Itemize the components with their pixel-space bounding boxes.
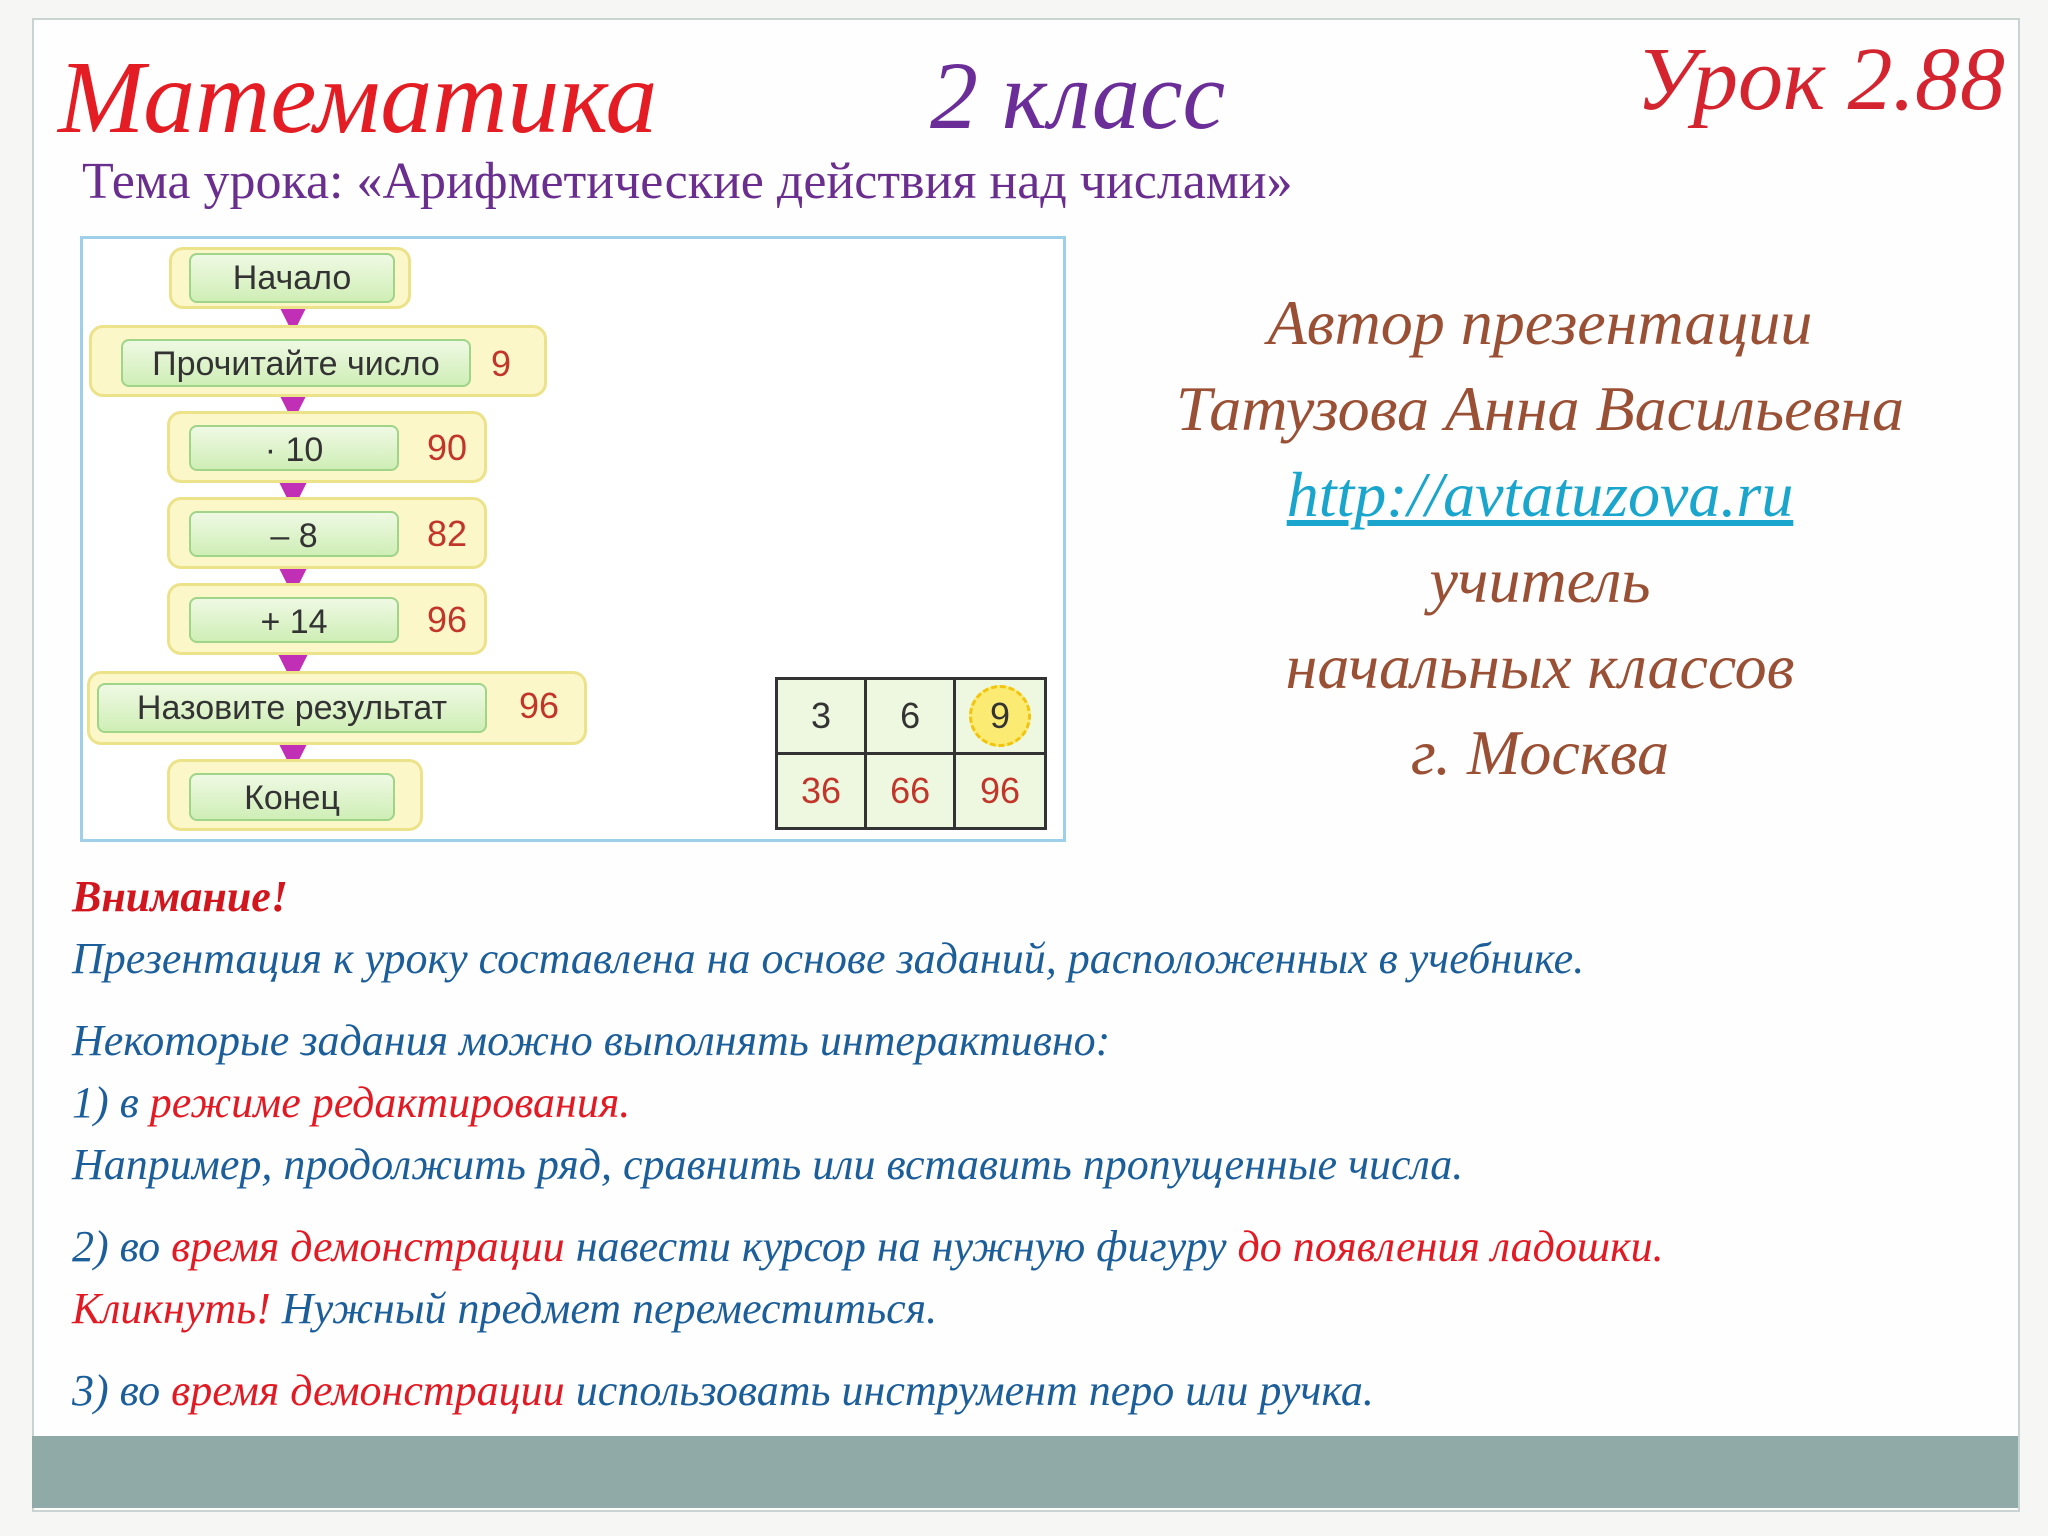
flow-result-button[interactable]: Назовите результат xyxy=(97,683,487,733)
number-table xyxy=(775,677,1047,830)
lesson-topic: Тема урока: «Арифметические действия над числами» xyxy=(82,153,1293,210)
warning-heading: Внимание! xyxy=(72,872,288,921)
flow-step1-button[interactable]: · 10 xyxy=(189,425,399,471)
flow-result-value: 96 xyxy=(519,685,560,726)
footer-bar xyxy=(32,1436,2018,1508)
author-heading: Автор презентации xyxy=(1267,287,1813,358)
grade-title: 2 класс xyxy=(930,42,1226,149)
subject-title: Математика xyxy=(58,40,658,155)
author-block xyxy=(1140,280,1940,796)
flow-read-button[interactable]: Прочитайте число xyxy=(121,339,471,387)
note-line: 1) в режиме редактирования. xyxy=(72,1078,631,1127)
flow-step2-button[interactable]: – 8 xyxy=(189,511,399,557)
note-paragraph: Например, продолжить ряд, сравнить или вставить пропущенные числа. xyxy=(72,1140,1464,1189)
flow-step3-button[interactable]: + 14 xyxy=(189,597,399,643)
table-cell: 3 xyxy=(777,679,866,754)
flow-start-button[interactable]: Начало xyxy=(189,253,395,303)
notes-block xyxy=(72,866,1664,1422)
sun-highlight-icon: 9 xyxy=(969,685,1031,747)
note-paragraph: Некоторые задания можно выполнять интерактивно: xyxy=(72,1016,1111,1065)
flow-step2-value: 82 xyxy=(427,513,468,554)
table-cell: 36 xyxy=(777,754,866,829)
lesson-number: Урок 2.88 xyxy=(1636,30,2006,129)
table-row xyxy=(777,679,1046,754)
author-role-detail: начальных классов xyxy=(1285,631,1795,702)
table-cell: 96 xyxy=(955,754,1046,829)
author-city: г. Москва xyxy=(1410,717,1670,788)
table-cell-highlight[interactable] xyxy=(955,679,1046,754)
flow-read-value: 9 xyxy=(491,343,512,384)
note-line: 2) во время демонстрации навести курсор на нужную фигуру до появления ладошки. xyxy=(72,1222,1664,1271)
table-cell: 66 xyxy=(866,754,955,829)
note-line: Кликнуть! Нужный предмет переместиться. xyxy=(72,1284,938,1333)
author-website-link[interactable]: http://avtatuzova.ru xyxy=(1286,459,1794,530)
author-role: учитель xyxy=(1429,545,1651,616)
note-line: 3) во время демонстрации использовать инструмент перо или ручка. xyxy=(72,1366,1374,1415)
flowchart-panel xyxy=(80,236,1066,842)
table-row xyxy=(777,754,1046,829)
flow-end-button[interactable]: Конец xyxy=(189,773,395,821)
note-paragraph: Презентация к уроку составлена на основе заданий, расположенных в учебнике. xyxy=(72,934,1585,983)
table-cell: 6 xyxy=(866,679,955,754)
flow-step3-value: 96 xyxy=(427,599,468,640)
flow-step1-value: 90 xyxy=(427,427,468,468)
author-name: Татузова Анна Васильевна xyxy=(1176,373,1904,444)
